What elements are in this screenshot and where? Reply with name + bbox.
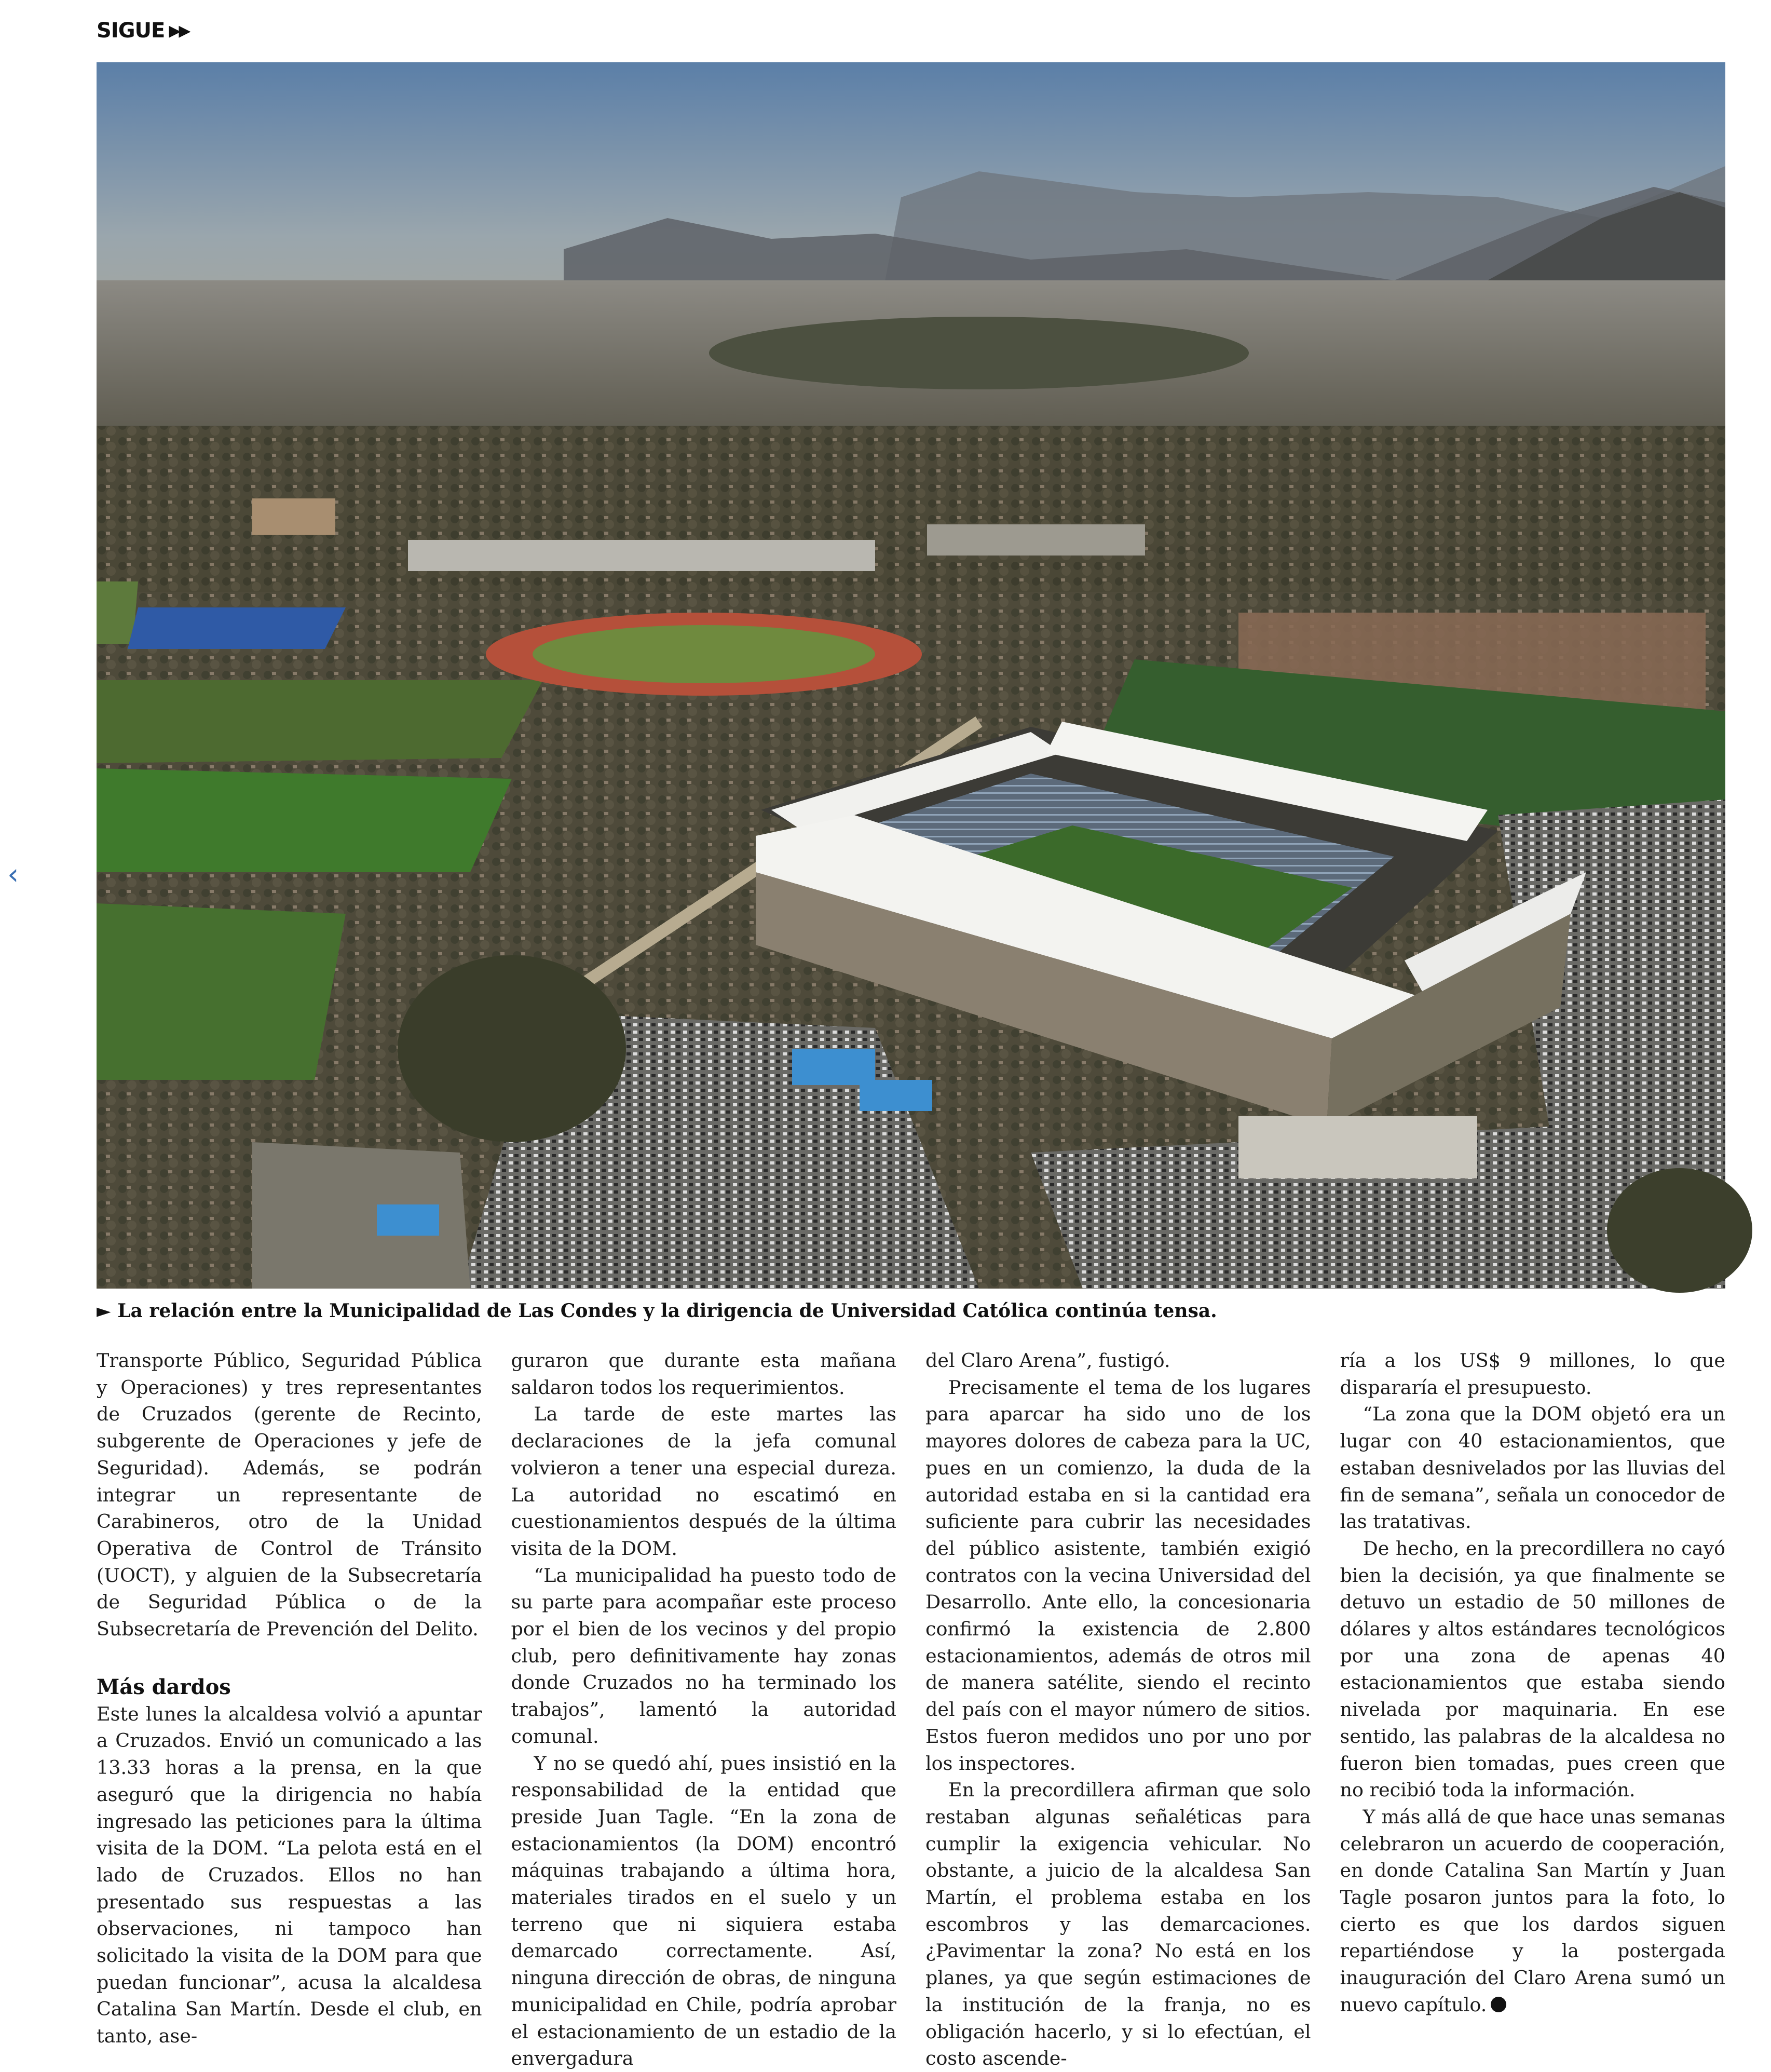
paragraph: Precisamente el tema de los lugares para aparcar ha sido uno de los mayores dolores de cabeza para la UC, pues en un comienzo, la duda de la autoridad estaba en si la cantidad era suficiente para cubrir las necesidades del público asistente, también exigió contratos con la vecina Universidad del Desarrollo. Ante ello, la concesionaria confirmó la existencia de 2.800 estacionamientos, además de otros mil de manera satélite, siendo el recinto del país con el mayor número de sitios. Estos fueron medidos uno por uno por los inspectores. <box>925 1376 1311 1775</box>
paragraph: del Claro Arena”, fustigó. <box>925 1349 1170 1372</box>
paragraph: guraron que durante esta mañana saldaron todos los requerimientos. <box>511 1349 896 1399</box>
paragraph: De hecho, en la precordillera no cayó bien la decisión, ya que finalmente se detuvo un estadio de 50 millones de dólares y altos estándares tecnológicos por una zona de apenas 40 estacionamientos que estaba siendo nivelada por maquinaria. En ese sentido, las palabras de la alcaldesa no fueron bien tomadas, pues creen que no recibió toda la información. <box>1340 1537 1725 1802</box>
paragraph: En la precordillera afirman que solo restaban algunas señaléticas para cumplir la exigencia vehicular. No obstante, a juicio de la alcaldesa San Martín, el problema estaba en los escombros y las demarcaciones. ¿Pavimentar la zona? No está en los planes, ya que según estimaciones de la institución de la franja, no es obligación hacerlo, y si lo efectúan, el costo ascende- <box>925 1779 1311 2070</box>
chevron-left-icon[interactable]: ‹ <box>7 858 19 891</box>
article-column-2 <box>511 1347 897 2072</box>
caption-text: La relación entre la Municipalidad de Las Condes y la dirigencia de Universidad Católica continúa tensa. <box>117 1300 1217 1322</box>
paragraph: La tarde de este martes las declaraciones de la jefa comunal volvieron a tener una especial dureza. La autoridad no escatimó en cuestionamientos después de la última visita de la DOM. <box>511 1403 896 1560</box>
article-column-1 <box>97 1347 482 2072</box>
section-label: SIGUE <box>97 19 165 43</box>
article-column-3 <box>925 1347 1311 2072</box>
subheading: Más dardos <box>97 1674 231 1699</box>
photo-caption <box>97 1298 1725 1324</box>
paragraph: ría a los US$ 9 millones, lo que dispararía el presupuesto. <box>1340 1349 1725 1399</box>
aerial-stadium-photo <box>97 62 1725 1289</box>
article-column-4 <box>1340 1347 1726 2072</box>
caption-marker-icon: ► <box>97 1300 111 1322</box>
forward-arrows-icon: ▶▶ <box>169 21 189 40</box>
end-mark-icon <box>1491 1997 1506 2012</box>
final-paragraph <box>1340 1804 1726 2019</box>
section-header <box>97 19 188 43</box>
paragraph: Transporte Público, Seguridad Pública y Operaciones) y tres representantes de Cruzados (gerente de Recinto, subgerente de Operaciones y jefe de Seguridad). Además, se podrán integrar un representante de Carabineros, otro de la Unidad Operativa de Control de Tránsito (UOCT), y alguien de la Subsecretaría de Seguridad Pública o de la Subsecretaría de Prevención del Delito. <box>97 1349 482 1641</box>
paragraph: “La municipalidad ha puesto todo de su parte para acompañar este proceso por el bien de los vecinos y del propio club, pero definitivamente hay zonas donde Cruzados no ha terminado los trabajos”, lamentó la autoridad comunal. <box>511 1564 896 1748</box>
final-paragraph-text: Y más allá de que hace unas semanas celebraron un acuerdo de cooperación, en donde Catalina San Martín y Juan Tagle posaron juntos para la foto, lo cierto es que los dardos siguen repartiéndose y la postergada inauguración del Claro Arena sumó un nuevo capítulo. <box>1340 1805 1725 2016</box>
article-body <box>97 1347 1725 2070</box>
paragraph: Este lunes la alcaldesa volvió a apuntar a Cruzados. Envió un comunicado a las 13.33 horas a la prensa, en la que aseguró que la dirigencia no había ingresado las peticiones para la última visita de la DOM. “La pelota está en el lado de Cruzados. Ellos no han presentado sus respuestas a las observaciones, ni tampoco han solicitado la visita de la DOM para que puedan funcionar”, acusa la alcaldesa Catalina San Martín. Desde el club, en tanto, ase- <box>97 1702 482 2048</box>
paragraph: “La zona que la DOM objetó era un lugar con 40 estacionamientos, que estaban desnivelados por las lluvias del fin de semana”, señala un conocedor de las tratativas. <box>1340 1403 1725 1533</box>
paragraph: Y no se quedó ahí, pues insistió en la responsabilidad de la entidad que preside Juan Tagle. “En la zona de estacionamientos (la DOM) encontró máquinas trabajando a última hora, materiales tirados en el suelo y un terreno que ni siquiera estaba demarcado correctamente. Así, ninguna dirección de obras, de ninguna municipalidad en Chile, podría aprobar el estacionamiento de un estadio de la envergadura <box>511 1752 896 2070</box>
